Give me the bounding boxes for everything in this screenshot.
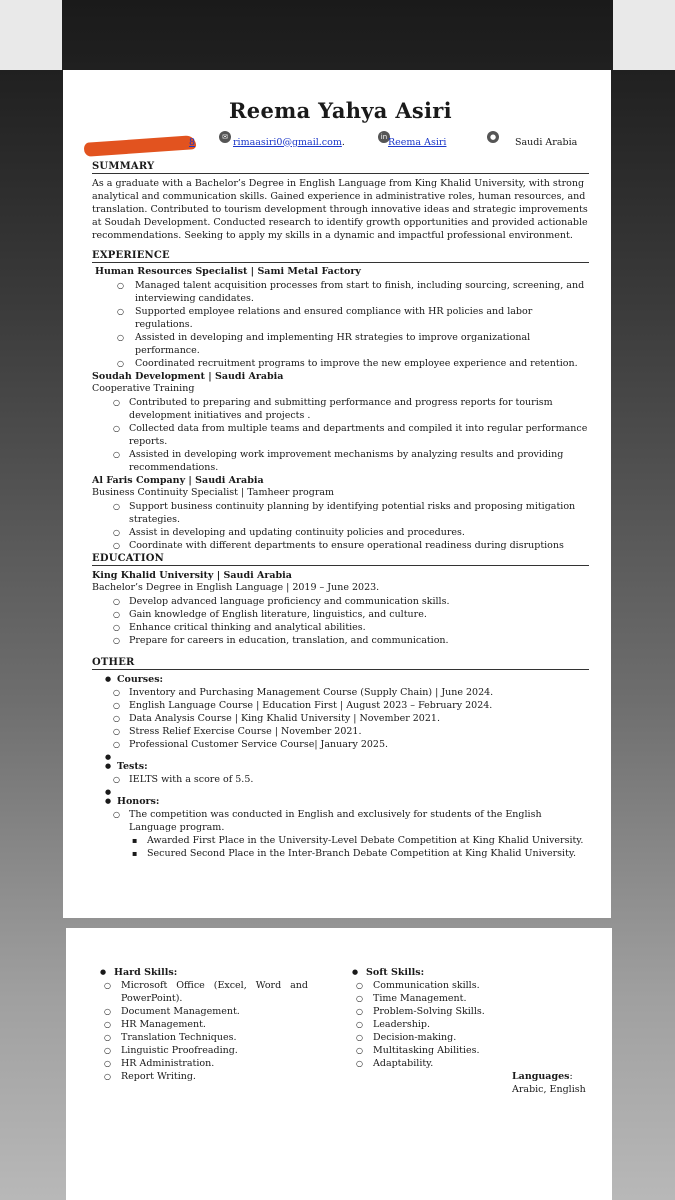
list-item: ○ Enhance critical thinking and analytical abilities. xyxy=(92,621,589,634)
education-bullets xyxy=(92,595,589,647)
summary-heading: SUMMARY xyxy=(92,161,589,174)
soft-skills-column xyxy=(350,966,550,1070)
honors-awards xyxy=(92,834,589,860)
honors-group xyxy=(92,795,589,860)
list-item: ○ Inventory and Purchasing Management Course (Supply Chain) | June 2024. xyxy=(92,686,589,699)
hard-skills-list xyxy=(98,979,308,1083)
tests-label: Tests: xyxy=(117,760,148,772)
linkedin-link[interactable]: Reema Asiri xyxy=(388,136,447,148)
resume-page-1[interactable] xyxy=(63,70,611,918)
email-contact xyxy=(219,131,345,148)
soft-skills-label: ● Soft Skills: xyxy=(350,966,550,979)
list-item: ○ Report Writing. xyxy=(98,1070,308,1083)
email-suffix: . xyxy=(341,136,345,148)
list-item: ○ Linguistic Proofreading. xyxy=(98,1044,308,1057)
education-institution: King Khalid University | Saudi Arabia xyxy=(92,569,292,581)
courses-label: Courses: xyxy=(117,673,164,685)
linkedin-icon: in xyxy=(378,131,390,143)
resume-page-2[interactable] xyxy=(66,928,612,1200)
list-item: ○ Prepare for careers in education, translation, and communication. xyxy=(92,634,589,647)
email-icon: ✉ xyxy=(219,131,231,143)
list-item: ○ Assisted in developing and implementing HR strategies to improve organizational performance. xyxy=(92,331,589,357)
list-item: ○ The competition was conducted in English and exclusively for students of the English Language program. xyxy=(92,808,589,834)
list-item: ○ Problem-Solving Skills. xyxy=(350,1005,550,1018)
list-item: ○ Translation Techniques. xyxy=(98,1031,308,1044)
phone-bezel-right xyxy=(613,0,675,70)
summary-text: As a graduate with a Bachelor’s Degree in English Language from King Khalid University, with strong analytical and communication skills. Gained experience in administrative roles, human resources, and translation. Contributed to tourism development through innovative ideas and strategic improvements at Soudah Development. Conducted research to identify growth opportunities and provided actionable recommendations. Seeking to apply my skills in a dynamic and impactful professional environment. xyxy=(92,178,588,241)
spacer xyxy=(92,751,589,760)
location-pin-icon: ● xyxy=(487,131,499,143)
list-item: ○ Assist in developing and updating continuity policies and procedures. xyxy=(92,526,589,539)
job-heading: Al Faris Company | Saudi Arabia xyxy=(92,474,264,486)
courses-group xyxy=(92,673,589,751)
courses-list xyxy=(92,686,589,751)
honors-list xyxy=(92,808,589,834)
list-item: ○ Decision-making. xyxy=(350,1031,550,1044)
list-item: ○ Document Management. xyxy=(98,1005,308,1018)
list-item: ○ HR Administration. xyxy=(98,1057,308,1070)
list-item: ○ Contributed to preparing and submitting performance and progress reports for tourism development initiatives and projects . xyxy=(92,396,589,422)
list-item: ○ Microsoft Office (Excel, Word and PowerPoint). xyxy=(98,979,308,1005)
list-item: ○ Gain knowledge of English literature, linguistics, and culture. xyxy=(92,608,589,621)
list-item: ○ Managed talent acquisition processes from start to finish, including sourcing, screening, and interviewing candidates. xyxy=(92,279,589,305)
list-item: ▪ Awarded First Place in the University-Level Debate Competition at King Khalid University. xyxy=(92,834,589,847)
job-heading: Soudah Development | Saudi Arabia xyxy=(92,370,284,382)
list-item: ○ Professional Customer Service Course| January 2025. xyxy=(92,738,589,751)
list-item: ○ Assisted in developing work improvement mechanisms by analyzing results and providing recommendations. xyxy=(92,448,589,474)
list-item: ○ English Language Course | Education First | August 2023 – February 2024. xyxy=(92,699,589,712)
languages-value: Arabic, English xyxy=(512,1084,586,1095)
other-heading: OTHER xyxy=(92,657,589,670)
soft-skills-list xyxy=(350,979,550,1070)
education-degree: Bachelor’s Degree in English Language | 2019 – June 2023. xyxy=(92,582,380,593)
list-item: ○ Coordinate with different departments to ensure operational readiness during disruptions xyxy=(92,539,589,552)
languages-colon: : xyxy=(569,1071,573,1082)
list-item: ○ Support business continuity planning by identifying potential risks and proposing mitigation strategies. xyxy=(92,500,589,526)
hard-skills-label: ● Hard Skills: xyxy=(98,966,308,979)
honors-label: Honors: xyxy=(117,795,160,807)
list-item: ○ Data Analysis Course | King Khalid University | November 2021. xyxy=(92,712,589,725)
education-heading: EDUCATION xyxy=(92,553,589,566)
location-text: Saudi Arabia xyxy=(515,136,578,148)
tests-group xyxy=(92,760,589,786)
list-item: ○ Time Management. xyxy=(350,992,550,1005)
candidate-name: Reema Yahya Asiri xyxy=(229,98,452,123)
job-heading: Human Resources Specialist | Sami Metal Factory xyxy=(95,266,361,277)
languages-block xyxy=(512,1070,586,1096)
languages-label: Languages xyxy=(512,1071,570,1082)
job-bullets xyxy=(92,396,589,474)
job-bullets xyxy=(92,279,589,370)
email-link[interactable]: rimaasiri0@gmail.com xyxy=(233,136,342,148)
list-item: ○ Stress Relief Exercise Course | November 2021. xyxy=(92,725,589,738)
list-item: ○ Leadership. xyxy=(350,1018,550,1031)
location-contact xyxy=(487,131,578,148)
linkedin-contact xyxy=(378,131,450,148)
experience-heading: EXPERIENCE xyxy=(92,250,589,263)
redaction-mark xyxy=(84,135,197,157)
list-item: ○ Communication skills. xyxy=(350,979,550,992)
phone-bezel-left xyxy=(0,0,62,70)
other-list xyxy=(92,673,589,860)
phone-link-tail[interactable]: 8 xyxy=(189,137,196,148)
list-item: ○ Coordinated recruitment programs to improve the new employee experience and retention. xyxy=(92,357,589,370)
job-subtitle: Cooperative Training xyxy=(92,383,195,394)
list-item: ○ Multitasking Abilities. xyxy=(350,1044,550,1057)
contact-row xyxy=(92,131,589,155)
list-item: ○ Supported employee relations and ensured compliance with HR policies and labor regulations. xyxy=(92,305,589,331)
list-item: ▪ Secured Second Place in the Inter-Branch Debate Competition at King Khalid University. xyxy=(92,847,589,860)
list-item: ○ IELTS with a score of 5.5. xyxy=(92,773,589,786)
list-item: ○ Collected data from multiple teams and departments and compiled it into regular performance reports. xyxy=(92,422,589,448)
spacer xyxy=(92,786,589,795)
job-subtitle: Business Continuity Specialist | Tamheer program xyxy=(92,487,335,498)
job-bullets xyxy=(92,500,589,552)
list-item: ○ Develop advanced language proficiency and communication skills. xyxy=(92,595,589,608)
hard-skills-column xyxy=(98,966,308,1083)
list-item: ○ Adaptability. xyxy=(350,1057,550,1070)
list-item: ○ HR Management. xyxy=(98,1018,308,1031)
tests-list xyxy=(92,773,589,786)
